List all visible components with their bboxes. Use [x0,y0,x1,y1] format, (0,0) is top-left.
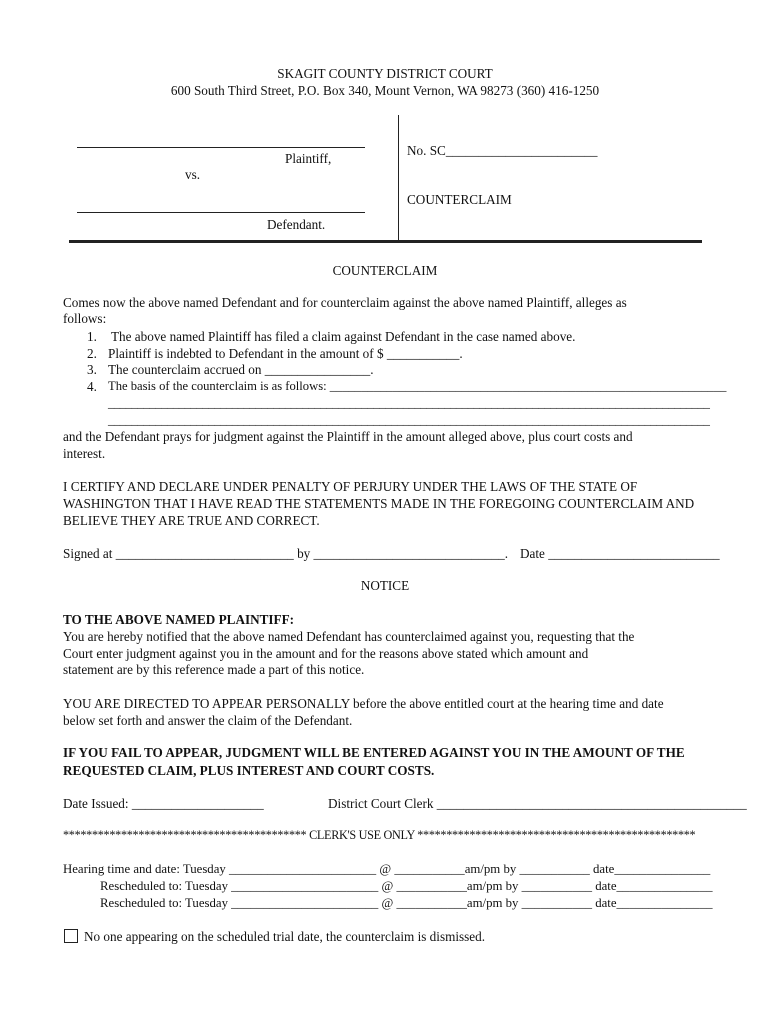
caption-divider [398,115,399,240]
document-type: COUNTERCLAIM [407,192,512,207]
notice-p1-line-1: You are hereby notified that the above named Defendant has counterclaimed against you, requesting that the [63,629,635,644]
court-address: 600 South Third Street, P.O. Box 340, Mount Vernon, WA 98273 (360) 416-1250 [170,83,600,98]
item-3-number: 3. [87,362,97,377]
notice-addressee: TO THE ABOVE NAMED PLAINTIFF: [63,612,295,627]
warning-line-2: REQUESTED CLAIM, PLUS INTEREST AND COURT COSTS. [63,763,435,778]
court-name: SKAGIT COUNTY DISTRICT COURT [277,66,493,81]
clerks-use-divider: ****************************************** CLERK'S USE ONLY ************************************************ [63,828,696,842]
intro-line-2: follows: [63,311,107,326]
counterclaim-title: COUNTERCLAIM [332,263,438,278]
item-4-text[interactable]: The basis of the counterclaim is as follows: _______________________________________________________________ [108,379,727,393]
caption-bottom-rule [69,240,702,243]
prayer-line-1: and the Defendant prays for judgment against the Plaintiff in the amount alleged above, plus court costs and [63,429,633,444]
certify-line-2: WASHINGTON THAT I HAVE READ THE STATEMENTS MADE IN THE FOREGOING COUNTERCLAIM AND [63,496,695,511]
notice-p2-line-2: below set forth and answer the claim of the Defendant. [63,713,353,728]
signed-at-field[interactable]: Signed at ___________________________ by _____________________________. [63,546,509,561]
defendant-label: Defendant. [267,217,326,232]
rescheduled-field-1[interactable]: Rescheduled to: Tuesday _______________________ @ ___________am/pm by ___________ date_______________ [100,879,713,893]
certify-line-3: BELIEVE THEY ARE TRUE AND CORRECT. [63,513,320,528]
warning-line-1: IF YOU FAIL TO APPEAR, JUDGMENT WILL BE ENTERED AGAINST YOU IN THE AMOUNT OF THE [63,745,685,760]
item-3-text[interactable]: The counterclaim accrued on ________________. [108,362,374,377]
certify-line-1: I CERTIFY AND DECLARE UNDER PENALTY OF PERJURY UNDER THE LAWS OF THE STATE OF [63,479,638,494]
basis-blank-line-2[interactable]: ______________________________________________________________________________________________________ [108,413,710,427]
item-1-text: The above named Plaintiff has filed a claim against Defendant in the case named above. [111,329,576,344]
item-2-number: 2. [87,346,97,361]
plaintiff-label: Plaintiff, [285,151,332,166]
item-1-number: 1. [87,329,97,344]
prayer-line-2: interest. [63,446,106,461]
defendant-name-line[interactable] [77,212,365,213]
signature-date-field[interactable]: Date __________________________ [520,546,720,561]
court-clerk-field[interactable]: District Court Clerk _______________________________________________ [328,796,747,811]
item-4-number: 4. [87,379,97,394]
notice-p1-line-3: statement are by this reference made a part of this notice. [63,662,365,677]
item-2-text[interactable]: Plaintiff is indebted to Defendant in the amount of $ ___________. [108,346,463,361]
date-issued-field[interactable]: Date Issued: ____________________ [63,796,264,811]
plaintiff-name-line[interactable] [77,147,365,148]
basis-blank-line-1[interactable]: ______________________________________________________________________________________________________ [108,396,710,410]
notice-title: NOTICE [360,578,410,593]
notice-p2-line-1: YOU ARE DIRECTED TO APPEAR PERSONALLY before the above entitled court at the hearing time and date [63,696,664,711]
intro-line-1: Comes now the above named Defendant and for counterclaim against the above named Plaintiff, alleges as [63,295,627,310]
case-number-field[interactable]: No. SC_______________________ [407,143,598,158]
dismissal-checkbox[interactable] [64,929,78,943]
hearing-date-field[interactable]: Hearing time and date: Tuesday _______________________ @ ___________am/pm by ___________ date_______________ [63,862,711,876]
notice-p1-line-2: Court enter judgment against you in the amount and for the reasons above stated which amount and [63,646,589,661]
rescheduled-field-2[interactable]: Rescheduled to: Tuesday _______________________ @ ___________am/pm by ___________ date_______________ [100,896,713,910]
vs-label: vs. [185,167,201,182]
dismissal-text: No one appearing on the scheduled trial date, the counterclaim is dismissed. [84,929,486,944]
